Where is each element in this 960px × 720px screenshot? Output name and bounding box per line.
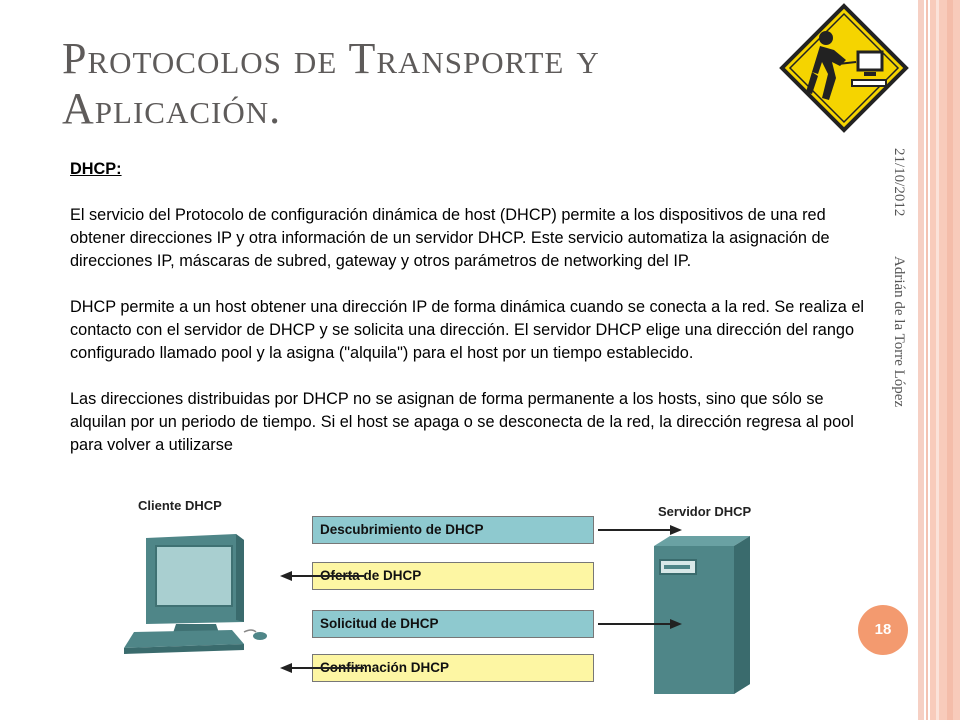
message-discover: Descubrimiento de DHCP bbox=[312, 516, 594, 544]
slide-title bbox=[62, 34, 762, 134]
section-heading: DHCP: bbox=[70, 160, 122, 178]
border-stripe bbox=[947, 0, 953, 720]
paragraph: Las direcciones distribuidas por DHCP no se asignan de forma permanente a los hosts, sino que sólo se alquilan por un periodo de tiempo. Si el host se apaga o se desconecta de la red, la dirección regresa al pool para volver a utilizarse bbox=[70, 390, 854, 454]
computer-icon bbox=[120, 532, 270, 657]
border-stripe bbox=[918, 0, 924, 720]
arrow-left-icon bbox=[280, 663, 364, 673]
server-label: Servidor DHCP bbox=[658, 504, 752, 519]
construction-sign-icon bbox=[776, 0, 912, 136]
border-stripe bbox=[930, 0, 960, 720]
slide-date: 21/10/2012 bbox=[891, 148, 907, 217]
paragraph: El servicio del Protocolo de configuración dinámica de host (DHCP) permite a los dispositivos de una red obtener direcciones IP y otra información de un servidor DHCP. Este servicio automatiza la asignación de direcciones IP, máscaras de subred, gateway y otros parámetros de networking del IP. bbox=[70, 206, 830, 270]
message-request: Solicitud de DHCP bbox=[312, 610, 594, 638]
message-offer: Oferta de DHCP bbox=[312, 562, 594, 590]
message-ack: Confirmación DHCP bbox=[312, 654, 594, 682]
arrow-left-icon bbox=[280, 571, 364, 581]
page-number-badge: 18 bbox=[858, 605, 908, 655]
arrow-right-icon bbox=[598, 619, 682, 629]
slide-author: Adrián de la Torre López bbox=[891, 256, 907, 408]
paragraph: DHCP permite a un host obtener una dirección IP de forma dinámica cuando se conecta a la red. Se realiza el contacto con el servidor de DHCP y se solicita una dirección. El servidor DHCP elige una dirección del rango configurado llamado pool y la asigna ("alquila") para el host por un tiempo establecido. bbox=[70, 298, 865, 362]
dhcp-diagram bbox=[110, 494, 790, 704]
arrow-right-icon bbox=[598, 525, 682, 535]
border-stripe bbox=[926, 0, 928, 720]
slide-body bbox=[70, 158, 880, 480]
title-line-1: Protocolos de Transporte y bbox=[62, 34, 600, 83]
client-label: Cliente DHCP bbox=[138, 498, 222, 513]
title-line-2: Aplicación. bbox=[62, 84, 282, 133]
border-stripe bbox=[936, 0, 939, 720]
